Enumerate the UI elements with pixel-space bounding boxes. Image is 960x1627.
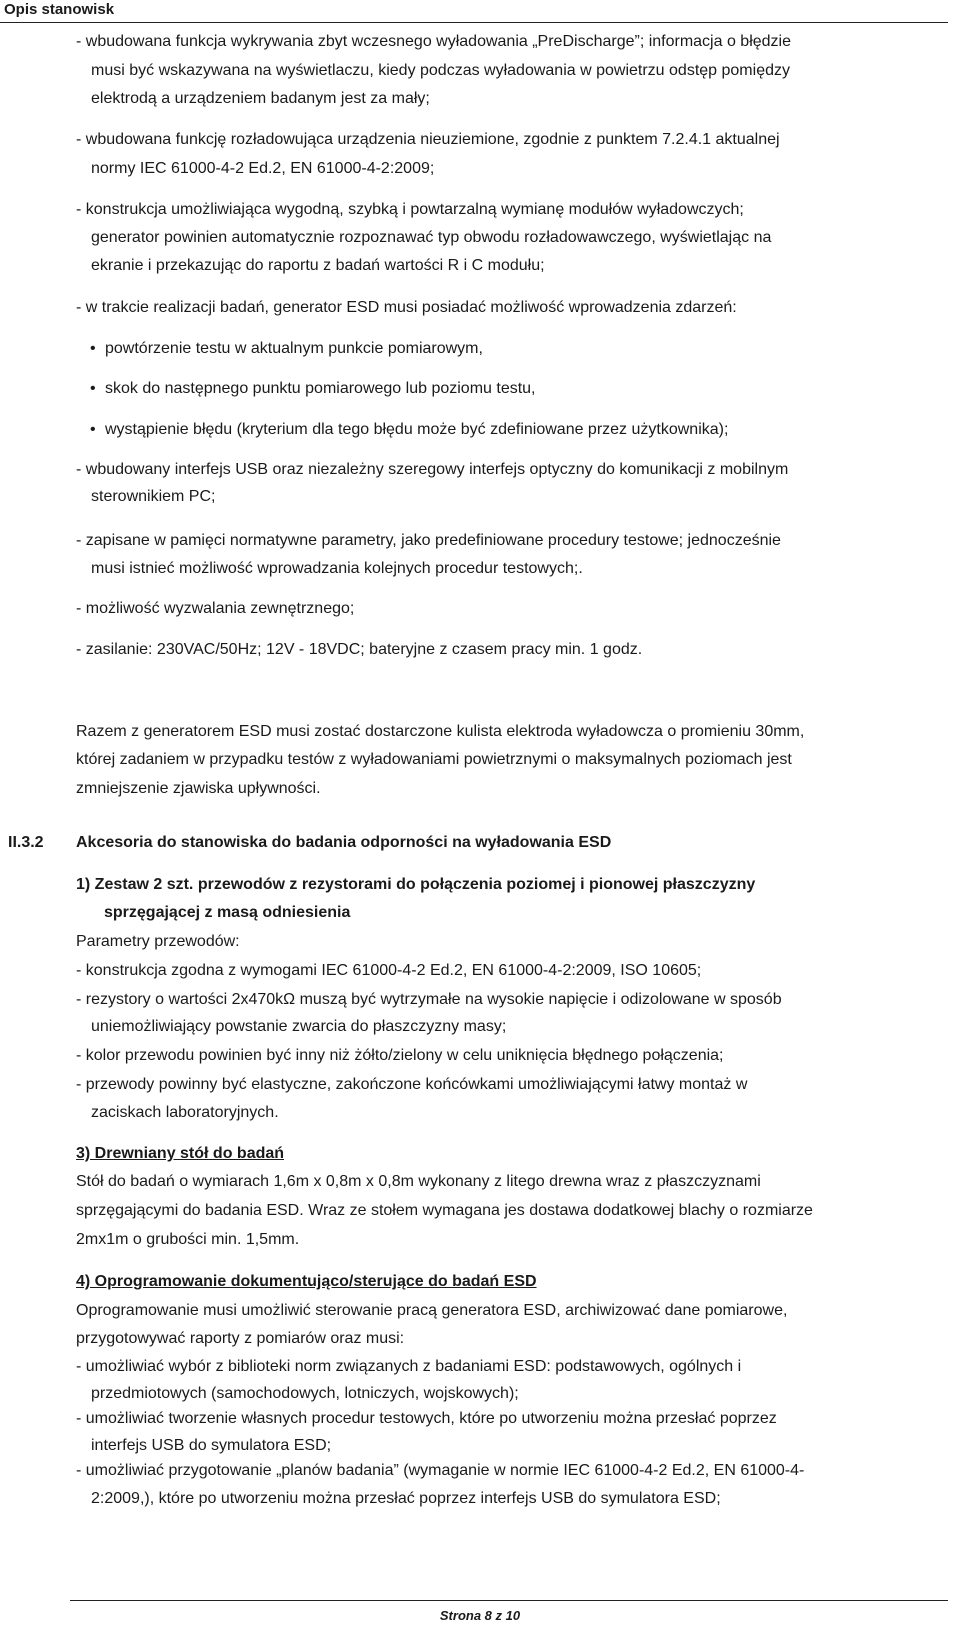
item-discharge-line-2: normy IEC 61000-4-2 Ed.2, EN 61000-4-2:2009; [91, 160, 435, 177]
item-prediscarge-line-3: elektrodą a urządzeniem badanym jest za mały; [91, 90, 430, 107]
bullet-dot: • [90, 380, 96, 397]
page-header [0, 0, 960, 22]
item-memory-line-1: - zapisane w pamięci normatywne parametry, jako predefiniowane procedury testowe; jednocześnie [76, 532, 781, 549]
item4-line: - umożliwiać tworzenie własnych procedur testowych, które po utworzeniu można przesłać poprzez [76, 1410, 777, 1427]
item1-line: - kolor przewodu powinien być inny niż żółto/zielony w celu uniknięcia błędnego połączenia; [76, 1047, 724, 1064]
razem-line-3: zmniejszenie zjawiska upływności. [76, 780, 321, 797]
header-rule [0, 22, 948, 23]
item4-line: przygotowywać raporty z pomiarów oraz musi: [76, 1330, 405, 1347]
item-prediscarge-line-1: - wbudowana funkcja wykrywania zbyt wczesnego wyładowania „PreDischarge”; informacja o błędzie [76, 33, 791, 50]
bullet-item: powtórzenie testu w aktualnym punkcie pomiarowym, [105, 340, 483, 357]
item4-line: 2:2009,), które po utworzeniu można przesłać poprzez interfejs USB do symulatora ESD; [91, 1490, 721, 1507]
item-memory-line-2: musi istnieć możliwość wprowadzania kolejnych procedur testowych;. [91, 560, 583, 577]
item1-heading-line-1: 1) Zestaw 2 szt. przewodów z rezystorami do połączenia poziomej i pionowej płaszczyzny [76, 876, 756, 893]
item-events-intro: - w trakcie realizacji badań, generator ESD musi posiadać możliwość wprowadzenia zdarzeń: [76, 299, 737, 316]
item-construction-line-1: - konstrukcja umożliwiająca wygodną, szybką i powtarzalną wymianę modułów wyładowczych; [76, 201, 744, 218]
page-number: Strona 8 z 10 [439, 1608, 521, 1623]
item3-line: Stół do badań o wymiarach 1,6m x 0,8m x 0,8m wykonany z litego drewna wraz z płaszczyznami [76, 1173, 761, 1190]
item-usb-line-1: - wbudowany interfejs USB oraz niezależny szeregowy interfejs optyczny do komunikacji z mobilnym [76, 461, 789, 478]
item4-line: interfejs USB do symulatora ESD; [91, 1437, 332, 1454]
item1-heading-line-2: sprzęgającej z masą odniesienia [104, 904, 351, 921]
razem-line-2: której zadaniem w przypadku testów z wyładowaniami powietrznymi o maksymalnych poziomach jest [76, 751, 792, 768]
bullet-dot: • [90, 340, 96, 357]
bullet-item: skok do następnego punktu pomiarowego lub poziomu testu, [105, 380, 536, 397]
item-trigger: - możliwość wyzwalania zewnętrznego; [76, 600, 355, 617]
item3-heading: 3) Drewniany stół do badań [76, 1145, 285, 1162]
item3-line: 2mx1m o grubości min. 1,5mm. [76, 1231, 300, 1248]
item3-line: sprzęgającymi do badania ESD. Wraz ze stołem wymagana jes dostawa dodatkowej blachy o rozmiarze [76, 1202, 813, 1219]
section-number: II.3.2 [8, 834, 44, 851]
item-construction-line-3: ekranie i przekazując do raportu z badań wartości R i C modułu; [91, 257, 545, 274]
footer-rule [70, 1600, 948, 1601]
item4-line: przedmiotowych (samochodowych, lotniczych, wojskowych); [91, 1385, 519, 1402]
item1-line: zaciskach laboratoryjnych. [91, 1104, 279, 1121]
item4-heading: 4) Oprogramowanie dokumentująco/sterujące do badań ESD [76, 1273, 537, 1290]
razem-line-1: Razem z generatorem ESD musi zostać dostarczone kulista elektroda wyładowcza o promieniu 30mm, [76, 723, 805, 740]
item4-line: - umożliwiać wybór z biblioteki norm związanych z badaniami ESD: podstawowych, ogólnych i [76, 1358, 742, 1375]
item-power: - zasilanie: 230VAC/50Hz; 12V - 18VDC; bateryjne z czasem pracy min. 1 godz. [76, 641, 643, 658]
bullet-item: wystąpienie błędu (kryterium dla tego błędu może być zdefiniowane przez użytkownika); [105, 421, 729, 438]
item-prediscarge-line-2: musi być wskazywana na wyświetlaczu, kiedy podczas wyładowania w powietrzu odstęp pomiędzy [91, 62, 790, 79]
item1-line: - rezystory o wartości 2x470kΩ muszą być wytrzymałe na wysokie napięcie i odizolowane w sposób [76, 991, 782, 1008]
item1-line: uniemożliwiający powstanie zwarcia do płaszczyzny masy; [91, 1018, 507, 1035]
section-title: Akcesoria do stanowiska do badania odporności na wyładowania ESD [76, 834, 612, 851]
item1-params-label: Parametry przewodów: [76, 933, 240, 950]
item4-line: - umożliwiać przygotowanie „planów badania” (wymaganie w normie IEC 61000-4-2 Ed.2, EN 61000-4- [76, 1462, 805, 1479]
bullet-dot: • [90, 421, 96, 438]
item1-line: - przewody powinny być elastyczne, zakończone końcówkami umożliwiającymi łatwy montaż w [76, 1076, 748, 1093]
item1-line: - konstrukcja zgodna z wymogami IEC 61000-4-2 Ed.2, EN 61000-4-2:2009, ISO 10605; [76, 962, 702, 979]
item-discharge-line-1: - wbudowana funkcję rozładowująca urządzenia nieuziemione, zgodnie z punktem 7.2.4.1 aktualnej [76, 131, 780, 148]
item4-line: Oprogramowanie musi umożliwić sterowanie pracą generatora ESD, archiwizować dane pomiarowe, [76, 1302, 788, 1319]
item-usb-line-2: sterownikiem PC; [91, 488, 216, 505]
header-title: Opis stanowisk [4, 1, 115, 18]
item-construction-line-2: generator powinien automatycznie rozpoznawać typ obwodu rozładowawczego, wyświetlając na [91, 229, 772, 246]
